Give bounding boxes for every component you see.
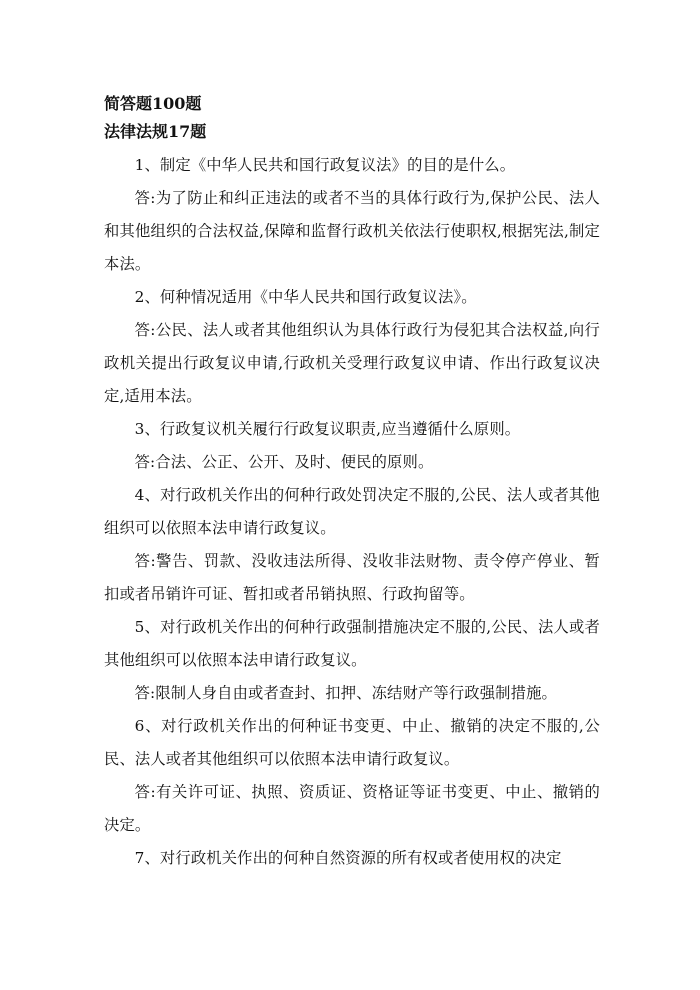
question-6: 6、对行政机关作出的何种证书变更、中止、撤销的决定不服的,公民、法人或者其他组织可以依照本法申请行政复议。: [104, 717, 600, 768]
answer-1: 答:为了防止和纠正违法的或者不当的具体行政行为,保护公民、法人和其他组织的合法权益,保障和监督行政机关依法行使职权,根据宪法,制定本法。: [104, 189, 600, 273]
question-1: 1、制定《中华人民共和国行政复议法》的目的是什么。: [134, 156, 516, 174]
question-3: 3、行政复议机关履行行政复议职责,应当遵循什么原则。: [134, 420, 521, 438]
section-title: 法律法规17题: [104, 122, 207, 141]
question-4: 4、对行政机关作出的何种行政处罚决定不服的,公民、法人或者其他组织可以依照本法申请行政复议。: [104, 486, 600, 537]
answer-5: 答:限制人身自由或者查封、扣押、冻结财产等行政强制措施。: [134, 684, 557, 702]
question-7: 7、对行政机关作出的何种自然资源的所有权或者使用权的决定: [134, 849, 562, 867]
answer-4: 答:警告、罚款、没收违法所得、没收非法财物、责令停产停业、暂扣或者吊销许可证、暂扣或者吊销执照、行政拘留等。: [104, 552, 600, 603]
answer-2: 答:公民、法人或者其他组织认为具体行政行为侵犯其合法权益,向行政机关提出行政复议申请,行政机关受理行政复议申请、作出行政复议决定,适用本法。: [104, 321, 600, 405]
document-title: 简答题100题: [104, 94, 202, 113]
document-body: [104, 93, 600, 875]
answer-6: 答:有关许可证、执照、资质证、资格证等证书变更、中止、撤销的决定。: [104, 783, 600, 834]
question-2: 2、何种情况适用《中华人民共和国行政复议法》。: [134, 288, 477, 306]
answer-3: 答:合法、公正、公开、及时、便民的原则。: [134, 453, 434, 471]
question-5: 5、对行政机关作出的何种行政强制措施决定不服的,公民、法人或者其他组织可以依照本法申请行政复议。: [104, 618, 600, 669]
